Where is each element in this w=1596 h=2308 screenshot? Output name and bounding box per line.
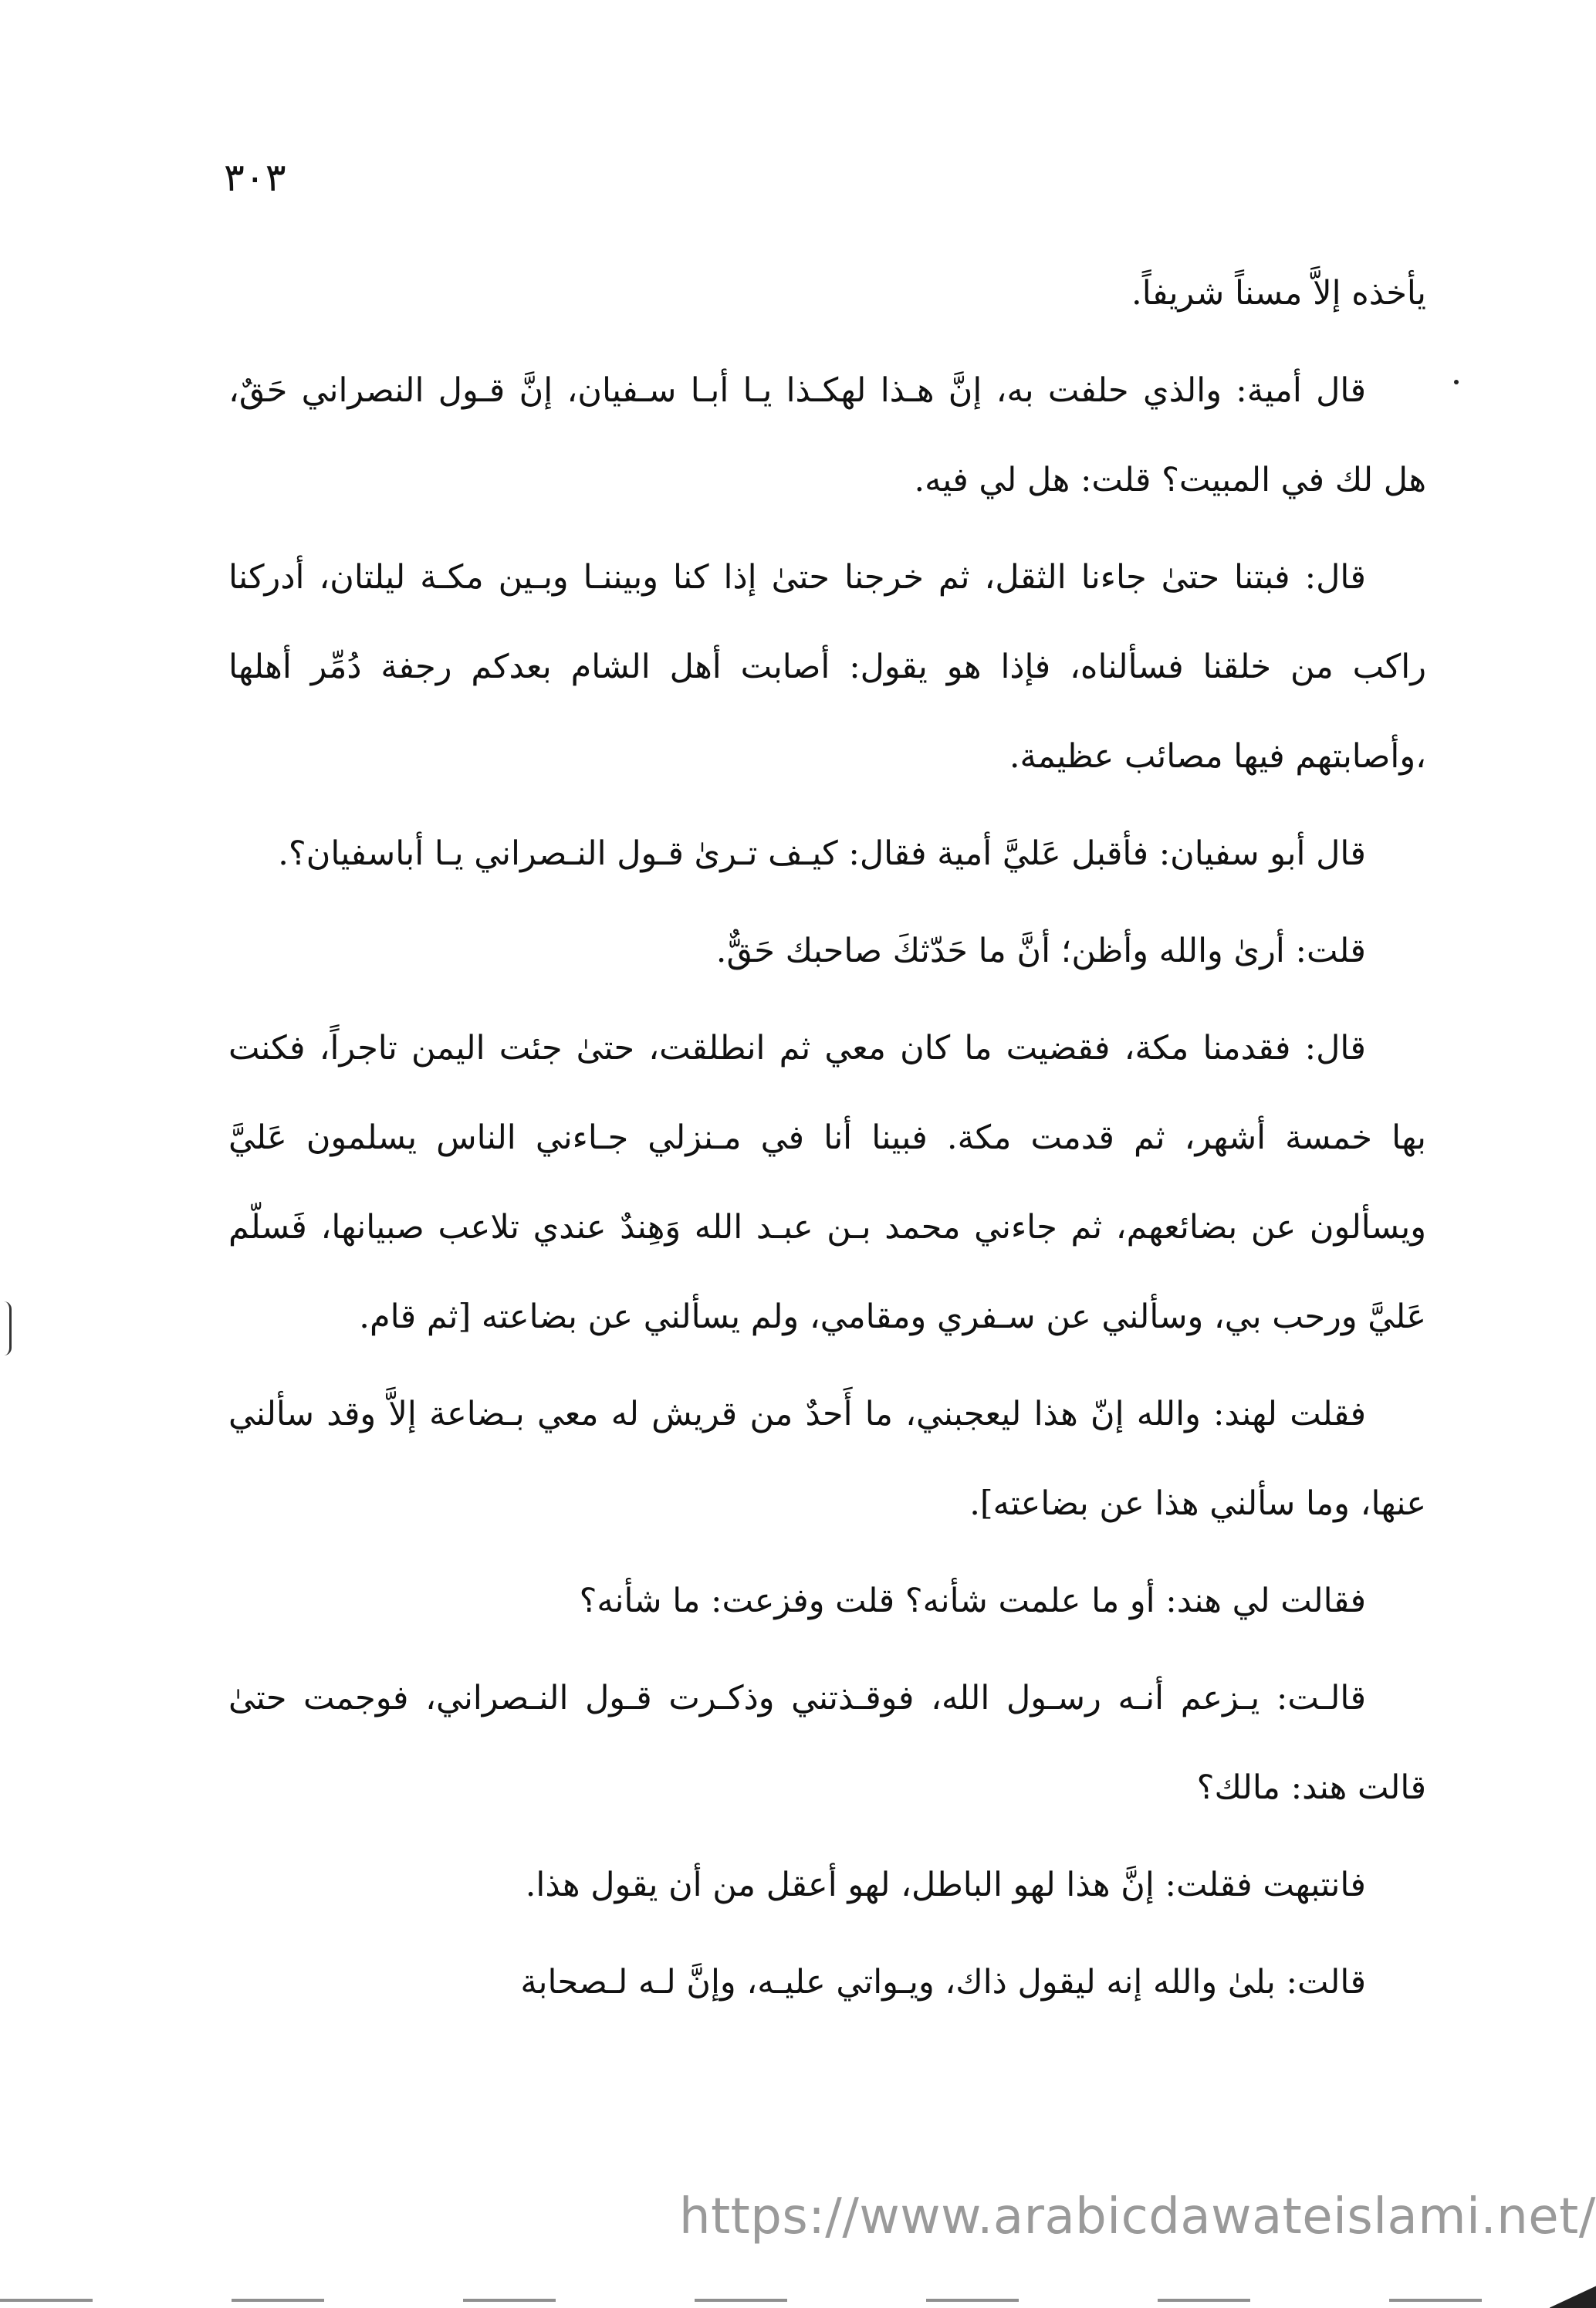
paragraph: قلت: أرىٰ والله وأظن؛ أنَّ ما حَدّثكَ صاحبك حَقٌّ. [715, 932, 1366, 970]
paragraph: قال أمية: والذي حلفت به، إنَّ هـذا لهكـذا يـا أبـا سـفيان، إنَّ قـول النصراني حَقٌ، هل لك في المبيت؟ قلت: هل لي فيه. [228, 371, 1426, 499]
body-text [228, 249, 1426, 2035]
page-corner-mark [1550, 2280, 1596, 2308]
paragraph: يأخذه إلاَّ مسناً شريفاً. [1131, 274, 1426, 313]
paragraph: قالـت: يـزعم أنـه رسـول الله، فوقـذتني وذكـرت قـول النـصراني، فوجمت حتىٰ قالت هند: مالك؟ [228, 1679, 1426, 1807]
paragraph: قال أبو سفيان: فأقبل عَليَّ أمية فقال: كيـف تـرىٰ قـول النـصراني يـا أباسفيان؟. [278, 834, 1366, 873]
bottom-edge-rule [0, 2299, 1596, 2302]
paragraph: فانتبهت فقلت: إنَّ هذا لهو الباطل، لهو أعقل من أن يقول هذا. [525, 1866, 1366, 1904]
paragraph: قالت: بلىٰ والله إنه ليقول ذاك، ويـواتي عليـه، وإنَّ لـه لـصحابة [520, 1963, 1366, 2002]
margin-dot [1454, 380, 1459, 384]
page-number: ٣٠٣ [224, 155, 286, 200]
paragraph: قال: فقدمنا مكة، فقضيت ما كان معي ثم انطلقت، حتىٰ جئت اليمن تاجراً، فكنت بها خمسة أشهر، ثم قدمت مكة. فبينا أنا في مـنزلي جـاءني الناس يسلمون عَليَّ ويسألون عن بضائعهم، ثم جاءني محمد بـن عبـد الله وَهِندٌ عندي تلاعب صبيانها، فَسلّم عَليَّ ورحب بي، وسألني عن سـفري ومقامي، ولم يسألني عن بضاعته [ثم قام. [228, 1029, 1426, 1336]
paragraph: قال: فبتنا حتىٰ جاءنا الثقل، ثم خرجنا حتىٰ إذا كنا وبيننـا وبـين مكـة ليلتان، أدركنا راكب من خلقنا فسألناه، فإذا هو يقول: أصابت أهل الشام بعدكم رجفة دُمِّر أهلها ،وأصابتهم فيها مصائب عظيمة. [228, 558, 1426, 776]
source-watermark: https://www.arabicdawateislami.net/ [679, 2188, 1596, 2245]
paragraph: فقالت لي هند: أو ما علمت شأنه؟ قلت وفزعت: ما شأنه؟ [579, 1582, 1366, 1620]
binding-edge-mark [0, 1301, 12, 1355]
paragraph: فقلت لهند: والله إنّ هذا ليعجبني، ما أَحدٌ من قريش له معي بـضاعة إلاَّ وقد سألني عنها، وما سألني هذا عن بضاعته]. [228, 1395, 1426, 1523]
